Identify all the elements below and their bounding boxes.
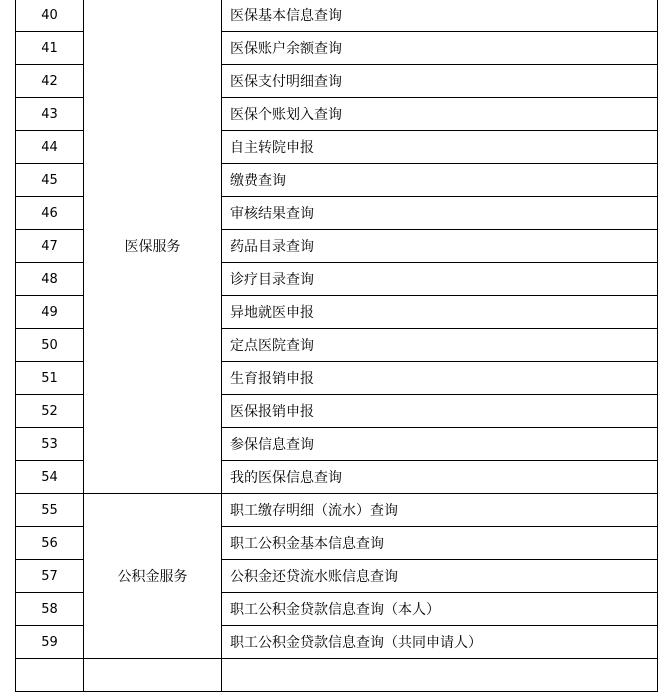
service-item-empty: [222, 659, 658, 692]
service-item: 医保基本信息查询: [222, 0, 658, 32]
service-item: 医保报销申报: [222, 395, 658, 428]
category-cell: 医保服务: [84, 0, 222, 494]
row-number: 55: [16, 494, 84, 527]
row-number: 42: [16, 65, 84, 98]
service-table-body: [16, 0, 658, 692]
row-number: 47: [16, 230, 84, 263]
row-number: 53: [16, 428, 84, 461]
service-item: 生育报销申报: [222, 362, 658, 395]
row-number: 45: [16, 164, 84, 197]
table-row: [16, 0, 658, 32]
category-cell-empty: [84, 659, 222, 692]
category-cell: 公积金服务: [84, 494, 222, 659]
service-item: 参保信息查询: [222, 428, 658, 461]
service-item: 定点医院查询: [222, 329, 658, 362]
service-item: 异地就医申报: [222, 296, 658, 329]
row-number: 56: [16, 527, 84, 560]
service-item: 医保个账划入查询: [222, 98, 658, 131]
row-number: 58: [16, 593, 84, 626]
row-number: 51: [16, 362, 84, 395]
row-number: 50: [16, 329, 84, 362]
service-item: 医保账户余额查询: [222, 32, 658, 65]
service-item: 药品目录查询: [222, 230, 658, 263]
service-item: 自主转院申报: [222, 131, 658, 164]
row-number: 54: [16, 461, 84, 494]
table-row: [16, 494, 658, 527]
service-table-container: [15, 0, 657, 692]
service-item: 医保支付明细查询: [222, 65, 658, 98]
row-number: 46: [16, 197, 84, 230]
service-item: 职工公积金贷款信息查询（本人）: [222, 593, 658, 626]
row-number: 44: [16, 131, 84, 164]
service-item: 我的医保信息查询: [222, 461, 658, 494]
service-item: 缴费查询: [222, 164, 658, 197]
row-number: 41: [16, 32, 84, 65]
service-item: 职工公积金基本信息查询: [222, 527, 658, 560]
table-row-partial: [16, 659, 658, 692]
row-number: 49: [16, 296, 84, 329]
row-number: 40: [16, 0, 84, 32]
row-number: 57: [16, 560, 84, 593]
service-item: 公积金还贷流水账信息查询: [222, 560, 658, 593]
row-number: 52: [16, 395, 84, 428]
row-number-empty: [16, 659, 84, 692]
service-item: 审核结果查询: [222, 197, 658, 230]
row-number: 59: [16, 626, 84, 659]
service-item: 诊疗目录查询: [222, 263, 658, 296]
service-item: 职工公积金贷款信息查询（共同申请人）: [222, 626, 658, 659]
service-table: [15, 0, 658, 692]
row-number: 48: [16, 263, 84, 296]
row-number: 43: [16, 98, 84, 131]
service-item: 职工缴存明细（流水）查询: [222, 494, 658, 527]
